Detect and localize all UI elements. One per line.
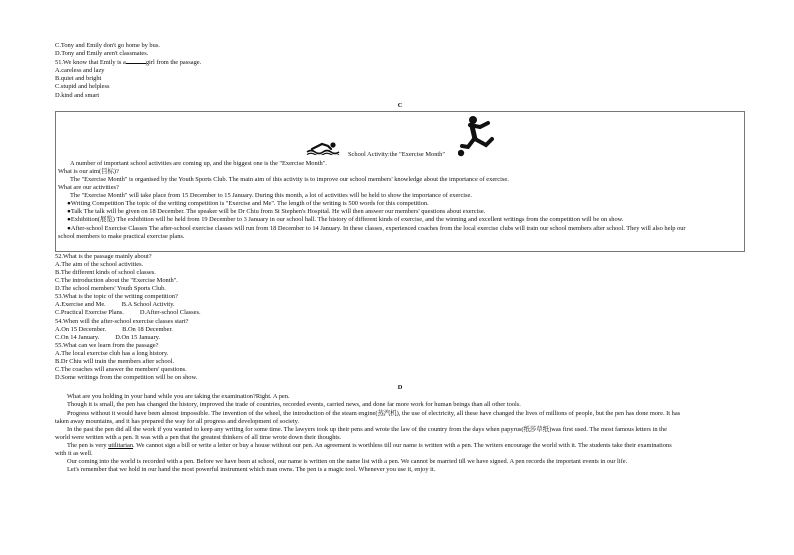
- option-line: A.careless and lazy: [55, 67, 105, 75]
- option-line: C.The coaches will answer the members' questions.: [55, 366, 187, 374]
- notice-title: School Activity:the "Exercise Month": [348, 150, 445, 158]
- question-line: 55.What can we learn from the passage?: [55, 341, 159, 349]
- option-line: A.On 15 December. B.On 18 December.: [55, 325, 173, 333]
- option-line: B.The different kinds of school classes.: [55, 268, 156, 276]
- option-line: B.Dr Chiu will train the members after school.: [55, 357, 175, 365]
- passage-line: with it as well.: [55, 450, 93, 457]
- question-line: 53.What is the topic of the writing competition?: [55, 293, 178, 301]
- passage-line: The pen is very utilitarian. We cannot sign a bill or write a letter or buy a house without our pen. An agreement is worthless till our name is written with a pen. The writers encourage the world with it. The students take their examinations: [67, 441, 672, 449]
- option-line: C.On 14 January. D.On 15 January.: [55, 333, 160, 341]
- option-line: D.Tony and Emily aren't classmates.: [55, 50, 149, 58]
- question-line: 54.When will the after-school exercise classes start?: [55, 317, 189, 325]
- passage-line: world were written with a pen. It was with a pen that the greatest thinkers of all time wrote down their thoughts.: [55, 433, 342, 441]
- notice-line: The "Exercise Month" will take place from 15 December to 15 January. During this month, a lot of activities will be held to show the importance of exercise.: [70, 192, 472, 200]
- option-line: A.The aim of the school activities.: [55, 260, 144, 268]
- section-label-d: D: [397, 384, 403, 392]
- notice-bullet: ●Writing Competition The topic of the writing competition is "Exercise and Me". The length of the writing is 500 words for this competition.: [67, 200, 429, 208]
- passage-line: Our coming into the world is recorded with a pen. Before we have been at school, our name is written on the name list with a pen. We cannot be married till we have signed. A pen records the important events in our life.: [67, 458, 628, 466]
- passage-line: Though it is small, the pen has changed the history, improved the trade of countries, recorded events, carried news, and done far more work for human beings than all other tools.: [67, 401, 521, 409]
- passage-line: taken away mountains, and it has prepared the way for all progress and development of society.: [55, 417, 299, 425]
- option-line: C.Practical Exercise Plans. D.After-school Classes.: [55, 309, 201, 317]
- option-line: C.stupid and helpless: [55, 83, 110, 91]
- notice-line: The "Exercise Month" is organised by the Youth Sports Club. The main aim of this activity is to improve our school members' knowledge about the importance of exercise.: [70, 175, 509, 183]
- option-line: A.Exercise and Me. B.A School Activity.: [55, 301, 175, 309]
- option-line: D.Some writings from the competition will be on show.: [55, 374, 198, 382]
- notice-heading: What are our activities?: [58, 184, 119, 192]
- option-line: B.quiet and bright: [55, 75, 102, 83]
- notice-line: A number of important school activities are coming up, and the biggest one is the "Exercise Month".: [70, 159, 327, 167]
- notice-bullet: ●Exhibition(展览) The exhibition will be held from 19 December to 3 January in our school hall. The history of different kinds of exercise, and the winning and excellent writings from the competition will be on show.: [67, 216, 624, 224]
- question-line: 52.What is the passage mainly about?: [55, 252, 152, 260]
- notice-heading: What is our aim(目标)?: [58, 167, 119, 175]
- option-line: D.kind and smart: [55, 91, 100, 99]
- option-line: C.Tony and Emily don't go home by bus.: [55, 42, 160, 49]
- passage-line: Let's remember that we hold in our hand the most powerful instrument which man owns. The pen is a magic tool. Whenever you use it, enjoy it.: [67, 466, 436, 474]
- passage-line: Progress without it would have been almost impossible. The invention of the wheel, the introduction of the steam engine(蒸汽机), the use of electricity, all these have changed the lives of millions of people, but the pen has done more. It has: [67, 409, 681, 417]
- section-label-c: C: [397, 101, 403, 109]
- passage-line: In the past the pen did all the work if you wanted to keep any writing for some time. The lawyers took up their pens and wrote the law of the country from the days when papyrus(纸莎草纸)was first used. The most famous letters in the: [67, 425, 667, 433]
- notice-line: school members to make practical exercise plans.: [58, 232, 185, 240]
- notice-bullet: ●After-school Exercise Classes The after-school exercise classes will run from 18 December to 14 January. In these classes, experienced coaches from the local exercise clubs will train our school members after school. They will also help our: [67, 224, 686, 232]
- swimmer-icon: [306, 141, 342, 155]
- notice-bullet: ●Talk The talk will be given on 18 December. The speaker will be Dr Chiu from St Stephen's Hospital. He will then answer our members' questions about exercise.: [67, 208, 486, 216]
- question-line: 51.We know that Emily is a girl from the passage.: [55, 59, 202, 67]
- exam-page: [55, 42, 745, 474]
- notice-header: [58, 115, 742, 160]
- option-line: A.The local exercise club has a long history.: [55, 349, 169, 357]
- option-line: C.The introduction about the "Exercise Month".: [55, 277, 178, 285]
- underlined-word: utilitarian: [108, 441, 134, 449]
- answer-blank: [126, 58, 146, 64]
- option-line: D.The school members' Youth Sports Club.: [55, 285, 166, 293]
- notice-box: [55, 111, 745, 252]
- passage-line: What are you holding in your hand while you are taking the examination?Right. A pen.: [67, 393, 290, 401]
- soccer-player-icon: [458, 115, 498, 157]
